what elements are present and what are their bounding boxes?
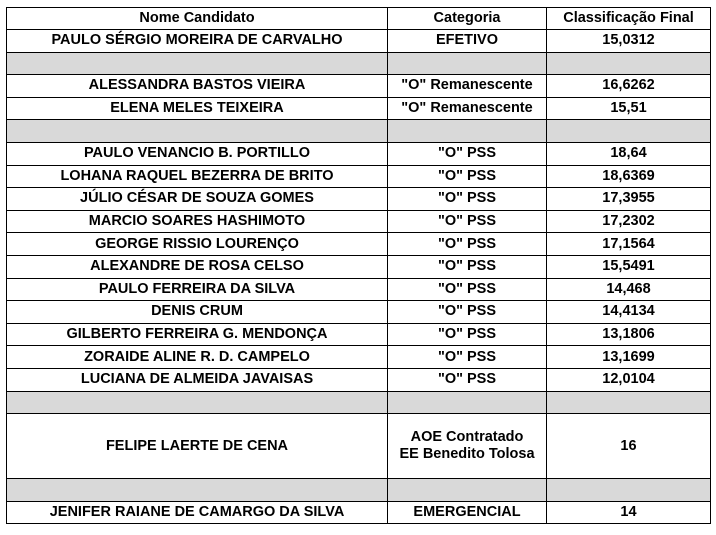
candidate-category: "O" PSS (388, 188, 547, 211)
candidate-category: "O" PSS (388, 233, 547, 256)
separator-cell (388, 479, 547, 502)
candidate-category: "O" PSS (388, 323, 547, 346)
candidate-name: JÚLIO CÉSAR DE SOUZA GOMES (7, 188, 388, 211)
candidate-name: PAULO VENANCIO B. PORTILLO (7, 142, 388, 165)
header-name: Nome Candidato (7, 8, 388, 30)
candidate-category: EFETIVO (388, 30, 547, 53)
separator-row (7, 479, 711, 502)
candidate-name: ZORAIDE ALINE R. D. CAMPELO (7, 346, 388, 369)
candidate-score: 12,0104 (547, 368, 711, 391)
table-row (7, 323, 711, 346)
candidate-name: PAULO FERREIRA DA SILVA (7, 278, 388, 301)
candidate-name: GEORGE RISSIO LOURENÇO (7, 233, 388, 256)
separator-cell (547, 391, 711, 414)
candidate-name: PAULO SÉRGIO MOREIRA DE CARVALHO (7, 30, 388, 53)
separator-row (7, 120, 711, 143)
table-row (7, 142, 711, 165)
candidate-category: "O" PSS (388, 368, 547, 391)
candidate-name: DENIS CRUM (7, 301, 388, 324)
candidate-name: LOHANA RAQUEL BEZERRA DE BRITO (7, 165, 388, 188)
candidate-name: GILBERTO FERREIRA G. MENDONÇA (7, 323, 388, 346)
candidate-category (388, 414, 547, 479)
table-row (7, 233, 711, 256)
candidate-category: EMERGENCIAL (388, 501, 547, 524)
table-row (7, 501, 711, 524)
table-row (7, 97, 711, 120)
category-line-1: AOE Contratado (410, 429, 524, 446)
candidate-category: "O" Remanescente (388, 75, 547, 98)
candidate-name: ALESSANDRA BASTOS VIEIRA (7, 75, 388, 98)
candidate-score: 13,1806 (547, 323, 711, 346)
candidate-score: 14,468 (547, 278, 711, 301)
candidate-score: 13,1699 (547, 346, 711, 369)
candidate-name: FELIPE LAERTE DE CENA (7, 414, 388, 479)
candidate-classification-table (6, 7, 711, 524)
table-row (7, 30, 711, 53)
candidate-category: "O" PSS (388, 301, 547, 324)
candidate-name: ALEXANDRE DE ROSA CELSO (7, 255, 388, 278)
separator-cell (388, 120, 547, 143)
separator-cell (7, 391, 388, 414)
candidate-name: MARCIO SOARES HASHIMOTO (7, 210, 388, 233)
separator-cell (547, 120, 711, 143)
separator-cell (547, 52, 711, 75)
candidate-score: 18,64 (547, 142, 711, 165)
table-row (7, 210, 711, 233)
table-row (7, 414, 711, 479)
candidate-score: 17,3955 (547, 188, 711, 211)
separator-cell (7, 52, 388, 75)
candidate-score: 16 (547, 414, 711, 479)
table-row (7, 75, 711, 98)
category-line-2: EE Benedito Tolosa (399, 446, 535, 463)
candidate-score: 17,1564 (547, 233, 711, 256)
candidate-name: LUCIANA DE ALMEIDA JAVAISAS (7, 368, 388, 391)
header-row (7, 8, 711, 30)
candidate-score: 14 (547, 501, 711, 524)
header-score: Classificação Final (547, 8, 711, 30)
table-row (7, 301, 711, 324)
table-row (7, 278, 711, 301)
candidate-score: 18,6369 (547, 165, 711, 188)
separator-row (7, 52, 711, 75)
candidate-category: "O" Remanescente (388, 97, 547, 120)
table-row (7, 346, 711, 369)
separator-cell (7, 120, 388, 143)
candidate-category: "O" PSS (388, 255, 547, 278)
candidate-name: ELENA MELES TEIXEIRA (7, 97, 388, 120)
candidate-score: 16,6262 (547, 75, 711, 98)
candidate-score: 15,51 (547, 97, 711, 120)
candidate-category: "O" PSS (388, 165, 547, 188)
table-row (7, 188, 711, 211)
candidate-score: 17,2302 (547, 210, 711, 233)
candidate-score: 15,0312 (547, 30, 711, 53)
table-row (7, 165, 711, 188)
candidate-name: JENIFER RAIANE DE CAMARGO DA SILVA (7, 501, 388, 524)
candidate-category: "O" PSS (388, 142, 547, 165)
candidate-score: 15,5491 (547, 255, 711, 278)
table-row (7, 255, 711, 278)
separator-cell (547, 479, 711, 502)
separator-cell (388, 52, 547, 75)
separator-row (7, 391, 711, 414)
header-category: Categoria (388, 8, 547, 30)
candidate-category: "O" PSS (388, 346, 547, 369)
candidate-category: "O" PSS (388, 278, 547, 301)
separator-cell (7, 479, 388, 502)
table-row (7, 368, 711, 391)
candidate-category: "O" PSS (388, 210, 547, 233)
candidate-score: 14,4134 (547, 301, 711, 324)
separator-cell (388, 391, 547, 414)
